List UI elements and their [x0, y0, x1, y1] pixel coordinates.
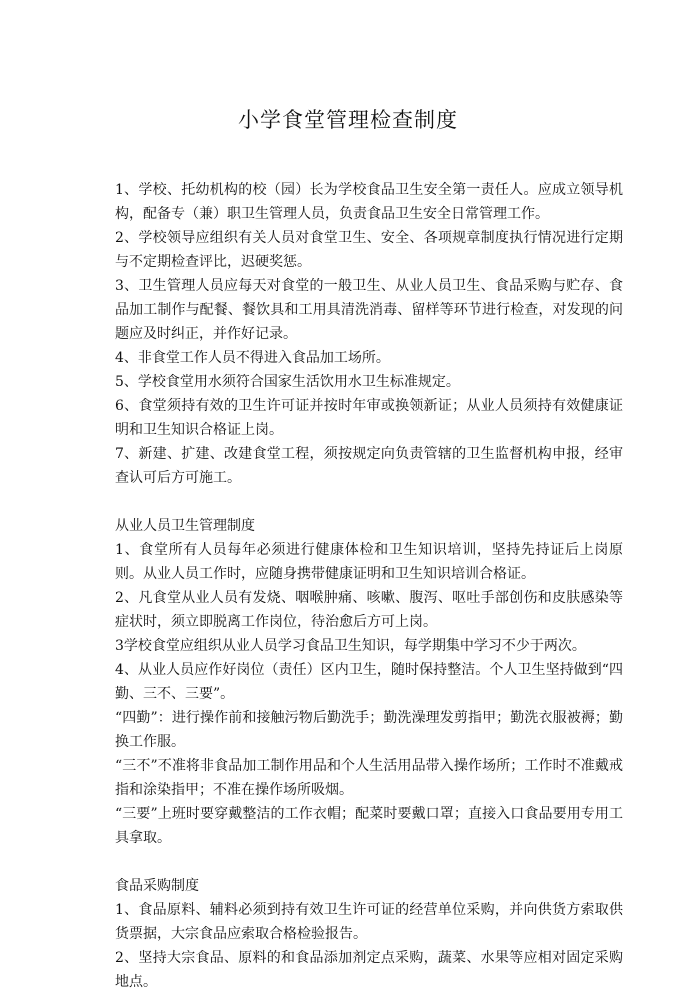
paragraph: 2、学校领导应组织有关人员对食堂卫生、安全、各项规章制度执行情况进行定期与不定期检查评比，迟硬奖惩。 — [115, 230, 623, 270]
page-title: 小学食堂管理检查制度 — [238, 108, 458, 132]
paragraph: 6、食堂须持有效的卫生许可证并按时年审或换领新证；从业人员须持有效健康证明和卫生知识合格证上岗。 — [115, 398, 623, 438]
paragraph: 5、学校食堂用水须符合国家生活饮用水卫生标准规定。 — [115, 374, 460, 390]
paragraph: 1、学校、托幼机构的校（园）长为学校食品卫生安全第一责任人。应成立领导机构，配备专（兼）职卫生管理人员，负责食品卫生安全日常管理工作。 — [115, 182, 623, 222]
section-spacer — [115, 490, 623, 514]
paragraph: 1、食堂所有人员每年必须进行健康体检和卫生知识培训，坚持先持证后上岗原则。从业人员工作时，应随身携带健康证明和卫生知识培训合格证。 — [115, 542, 623, 582]
paragraph: 2、凡食堂从业人员有发烧、咽喉肿痛、咳嗽、腹泻、呕吐手部创伤和皮肤感染等症状时，须立即脱离工作岗位，待治愈后方可上岗。 — [115, 590, 623, 630]
section-heading: 从业人员卫生管理制度 — [115, 518, 255, 534]
section-spacer — [115, 850, 623, 874]
paragraph: 3、卫生管理人员应每天对食堂的一般卫生、从业人员卫生、食品采购与贮存、食品加工制作与配餐、餐饮具和工用具清洗消毒、留样等环节进行检查，对发现的问题应及时纠正，并作好记录。 — [115, 278, 623, 342]
document-body — [115, 178, 623, 994]
paragraph: “三不”不准将非食品加工制作用品和个人生活用品带入操作场所；工作时不准戴戒指和涂染指甲；不准在操作场所吸烟。 — [115, 758, 623, 798]
section-heading: 食品采购制度 — [115, 878, 199, 894]
paragraph: 3学校食堂应组织从业人员学习食品卫生知识，每学期集中学习不少于两次。 — [115, 638, 586, 654]
paragraph: 1、食品原料、辅料必须到持有效卫生许可证的经营单位采购，并向供货方索取供货票据，大宗食品应索取合格检验报告。 — [115, 902, 623, 942]
paragraph: 4、从业人员应作好岗位（责任）区内卫生，随时保持整洁。个人卫生坚持做到“四勤、三不、三要”。 — [115, 662, 623, 702]
paragraph: “四勤”：进行操作前和接触污物后勤洗手；勤洗澡理发剪指甲；勤洗衣服被褥；勤换工作服。 — [115, 710, 623, 750]
paragraph: 2、坚持大宗食品、原料的和食品添加剂定点采购，蔬菜、水果等应相对固定采购地点。 — [115, 950, 623, 990]
paragraph: 7、新建、扩建、改建食堂工程，须按规定向负责管辖的卫生监督机构申报，经审查认可后方可施工。 — [115, 446, 623, 486]
paragraph: 4、非食堂工作人员不得进入食品加工场所。 — [115, 350, 390, 366]
paragraph: “三要”上班时要穿戴整洁的工作衣帽；配菜时要戴口罩；直接入口食品要用专用工具拿取。 — [115, 806, 623, 846]
